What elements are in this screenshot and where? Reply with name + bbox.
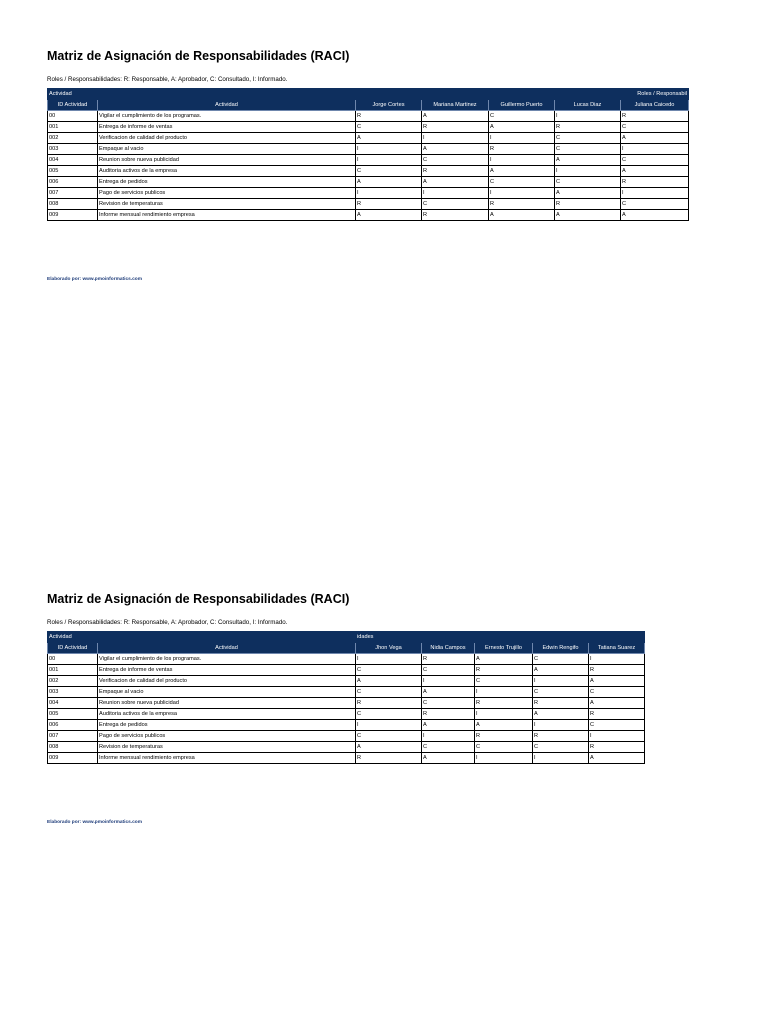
- raci-cell: A: [356, 177, 422, 188]
- raci-cell: I: [422, 133, 489, 144]
- table-row: [48, 654, 645, 665]
- raci-cell: A: [489, 166, 555, 177]
- raci-cell: C: [621, 122, 689, 133]
- raci-table: [47, 88, 689, 221]
- raci-cell: I: [555, 111, 621, 122]
- col-header-person: Nidia Campos: [422, 643, 475, 654]
- footer-credit: Elaborado por: www.pmoinformatics.com: [47, 277, 142, 282]
- activity-name: Entrega de pedidos: [98, 720, 356, 731]
- roles-legend: Roles / Responsabilidades: R: Responsable, A: Aprobador, C: Consultado, I: Informado.: [47, 76, 288, 83]
- raci-cell: C: [475, 676, 533, 687]
- raci-cell: I: [589, 654, 645, 665]
- col-header-person: Ernesto Trujillo: [475, 643, 533, 654]
- raci-cell: A: [555, 188, 621, 199]
- col-header-person: Guillermo Puerto: [489, 100, 555, 111]
- activity-id: 002: [48, 133, 98, 144]
- raci-cell: A: [475, 720, 533, 731]
- raci-cell: C: [533, 654, 589, 665]
- activity-name: Verificacion de calidad del producto: [98, 133, 356, 144]
- activity-id: 005: [48, 709, 98, 720]
- activity-id: 001: [48, 122, 98, 133]
- table-row: [48, 155, 689, 166]
- activity-name: Revision de temperaturas: [98, 199, 356, 210]
- raci-cell: R: [422, 122, 489, 133]
- raci-cell: A: [422, 144, 489, 155]
- table-row: [48, 665, 645, 676]
- raci-cell: C: [533, 687, 589, 698]
- header-roles-group: idades: [356, 632, 645, 643]
- activity-id: 005: [48, 166, 98, 177]
- table-row: [48, 133, 689, 144]
- activity-id: 00: [48, 111, 98, 122]
- raci-cell: I: [356, 155, 422, 166]
- col-header-id: ID Actividad: [48, 100, 98, 111]
- raci-table: [47, 631, 645, 764]
- raci-cell: R: [422, 210, 489, 221]
- activity-name: Informe mensual rendimiento empresa: [98, 753, 356, 764]
- raci-cell: I: [422, 731, 475, 742]
- raci-section-2: [47, 591, 645, 764]
- raci-cell: I: [356, 144, 422, 155]
- activity-name: Revision de temperaturas: [98, 742, 356, 753]
- raci-cell: C: [422, 698, 475, 709]
- col-header-activity: Actividad: [98, 643, 356, 654]
- raci-cell: I: [621, 188, 689, 199]
- col-header-person: Juliana Caicedo: [621, 100, 689, 111]
- raci-cell: I: [475, 753, 533, 764]
- raci-cell: C: [555, 144, 621, 155]
- activity-id: 00: [48, 654, 98, 665]
- raci-cell: I: [356, 654, 422, 665]
- col-header-person: Lucas Diaz: [555, 100, 621, 111]
- raci-cell: C: [475, 742, 533, 753]
- header-roles-group: Roles / Responsabil: [356, 89, 689, 100]
- raci-cell: R: [533, 698, 589, 709]
- raci-cell: I: [356, 188, 422, 199]
- raci-cell: R: [489, 144, 555, 155]
- col-header-person: Edwin Rengifo: [533, 643, 589, 654]
- raci-cell: A: [422, 177, 489, 188]
- raci-cell: C: [422, 199, 489, 210]
- roles-legend: Roles / Responsabilidades: R: Responsable, A: Aprobador, C: Consultado, I: Informado.: [47, 619, 288, 626]
- raci-cell: C: [555, 133, 621, 144]
- activity-id: 001: [48, 665, 98, 676]
- raci-cell: I: [422, 188, 489, 199]
- table-row: [48, 166, 689, 177]
- activity-id: 008: [48, 742, 98, 753]
- raci-cell: R: [621, 177, 689, 188]
- raci-cell: I: [533, 676, 589, 687]
- activity-name: Informe mensual rendimiento empresa: [98, 210, 356, 221]
- col-header-person: Mariana Martinez: [422, 100, 489, 111]
- activity-id: 009: [48, 753, 98, 764]
- raci-cell: R: [621, 111, 689, 122]
- header-activity-group: Actividad: [48, 632, 98, 643]
- activity-name: Verificacion de calidad del producto: [98, 676, 356, 687]
- raci-cell: I: [489, 155, 555, 166]
- table-row: [48, 731, 645, 742]
- col-header-activity: Actividad: [98, 100, 356, 111]
- activity-id: 007: [48, 188, 98, 199]
- activity-id: 006: [48, 720, 98, 731]
- activity-name: Vigilar el cumplimiento de los programas.: [98, 654, 356, 665]
- activity-name: Empaque al vacio: [98, 687, 356, 698]
- table-row: [48, 698, 645, 709]
- raci-cell: C: [356, 122, 422, 133]
- activity-id: 006: [48, 177, 98, 188]
- raci-cell: A: [533, 665, 589, 676]
- raci-cell: R: [356, 753, 422, 764]
- page-title: Matriz de Asignación de Responsabilidades (RACI): [47, 49, 350, 63]
- raci-cell: A: [356, 676, 422, 687]
- table-row: [48, 676, 645, 687]
- raci-cell: I: [489, 188, 555, 199]
- raci-cell: A: [356, 742, 422, 753]
- raci-cell: R: [422, 166, 489, 177]
- raci-cell: A: [422, 720, 475, 731]
- activity-id: 003: [48, 687, 98, 698]
- raci-cell: R: [533, 731, 589, 742]
- activity-name: Entrega de informe de ventas: [98, 122, 356, 133]
- activity-name: Entrega de informe de ventas: [98, 665, 356, 676]
- raci-cell: R: [475, 698, 533, 709]
- raci-cell: C: [489, 177, 555, 188]
- raci-cell: R: [589, 709, 645, 720]
- raci-cell: C: [621, 155, 689, 166]
- activity-id: 007: [48, 731, 98, 742]
- raci-cell: R: [589, 665, 645, 676]
- raci-cell: C: [589, 687, 645, 698]
- table-row: [48, 753, 645, 764]
- activity-id: 004: [48, 155, 98, 166]
- raci-cell: A: [475, 654, 533, 665]
- raci-cell: R: [356, 698, 422, 709]
- raci-cell: A: [489, 210, 555, 221]
- footer-credit: Elaborado por: www.pmoinformatics.com: [47, 820, 142, 825]
- raci-cell: R: [356, 199, 422, 210]
- raci-cell: I: [475, 709, 533, 720]
- activity-name: Pago de servicios publicos: [98, 731, 356, 742]
- raci-cell: A: [533, 709, 589, 720]
- raci-cell: A: [422, 753, 475, 764]
- activity-id: 008: [48, 199, 98, 210]
- raci-cell: C: [422, 742, 475, 753]
- raci-cell: C: [621, 199, 689, 210]
- activity-id: 004: [48, 698, 98, 709]
- table-row: [48, 111, 689, 122]
- raci-cell: A: [621, 133, 689, 144]
- activity-name: Auditoria activos de la empresa: [98, 166, 356, 177]
- activity-name: Auditoria activos de la empresa: [98, 709, 356, 720]
- raci-cell: R: [422, 654, 475, 665]
- raci-cell: A: [422, 687, 475, 698]
- table-row: [48, 687, 645, 698]
- raci-cell: C: [422, 155, 489, 166]
- activity-name: Entrega de pedidos: [98, 177, 356, 188]
- table-row: [48, 199, 689, 210]
- raci-cell: A: [589, 698, 645, 709]
- table-row: [48, 188, 689, 199]
- table-row: [48, 144, 689, 155]
- raci-cell: A: [489, 122, 555, 133]
- table-row: [48, 177, 689, 188]
- raci-cell: R: [555, 122, 621, 133]
- col-header-person: Tatiana Suarez: [589, 643, 645, 654]
- raci-cell: I: [533, 753, 589, 764]
- raci-cell: A: [356, 133, 422, 144]
- raci-cell: R: [422, 709, 475, 720]
- col-header-id: ID Actividad: [48, 643, 98, 654]
- header-activity-group: Actividad: [48, 89, 98, 100]
- raci-cell: C: [589, 720, 645, 731]
- activity-name: Reunion sobre nueva publicidad: [98, 155, 356, 166]
- header-row: [48, 100, 689, 111]
- raci-cell: R: [489, 199, 555, 210]
- raci-cell: C: [533, 742, 589, 753]
- raci-cell: C: [422, 665, 475, 676]
- raci-cell: I: [533, 720, 589, 731]
- activity-id: 002: [48, 676, 98, 687]
- raci-cell: I: [555, 166, 621, 177]
- raci-cell: I: [589, 731, 645, 742]
- raci-cell: R: [475, 731, 533, 742]
- activity-name: Pago de servicios publicos: [98, 188, 356, 199]
- raci-cell: A: [589, 676, 645, 687]
- raci-cell: A: [621, 210, 689, 221]
- raci-cell: C: [356, 665, 422, 676]
- raci-cell: I: [489, 133, 555, 144]
- header-row: [48, 643, 645, 654]
- raci-cell: A: [422, 111, 489, 122]
- raci-cell: I: [356, 720, 422, 731]
- raci-cell: A: [555, 210, 621, 221]
- raci-cell: R: [555, 199, 621, 210]
- raci-cell: C: [356, 687, 422, 698]
- table-row: [48, 720, 645, 731]
- raci-cell: C: [356, 731, 422, 742]
- col-header-person: Jorge Cortes: [356, 100, 422, 111]
- raci-cell: I: [475, 687, 533, 698]
- table-row: [48, 210, 689, 221]
- raci-cell: A: [555, 155, 621, 166]
- col-header-person: Jhon Vega: [356, 643, 422, 654]
- raci-section-1: [47, 48, 689, 221]
- page-title: Matriz de Asignación de Responsabilidades (RACI): [47, 592, 350, 606]
- raci-cell: C: [489, 111, 555, 122]
- raci-cell: A: [621, 166, 689, 177]
- raci-cell: I: [422, 676, 475, 687]
- raci-cell: C: [555, 177, 621, 188]
- raci-cell: R: [356, 111, 422, 122]
- table-row: [48, 742, 645, 753]
- header-row-top: [48, 89, 689, 100]
- raci-cell: A: [356, 210, 422, 221]
- raci-cell: R: [475, 665, 533, 676]
- raci-cell: C: [356, 709, 422, 720]
- raci-cell: R: [589, 742, 645, 753]
- activity-id: 009: [48, 210, 98, 221]
- table-row: [48, 709, 645, 720]
- activity-name: Vigilar el cumplimiento de los programas.: [98, 111, 356, 122]
- raci-cell: I: [621, 144, 689, 155]
- activity-name: Empaque al vacio: [98, 144, 356, 155]
- raci-cell: C: [356, 166, 422, 177]
- raci-cell: A: [589, 753, 645, 764]
- activity-name: Reunion sobre nueva publicidad: [98, 698, 356, 709]
- table-row: [48, 122, 689, 133]
- activity-id: 003: [48, 144, 98, 155]
- header-row-top: [48, 632, 645, 643]
